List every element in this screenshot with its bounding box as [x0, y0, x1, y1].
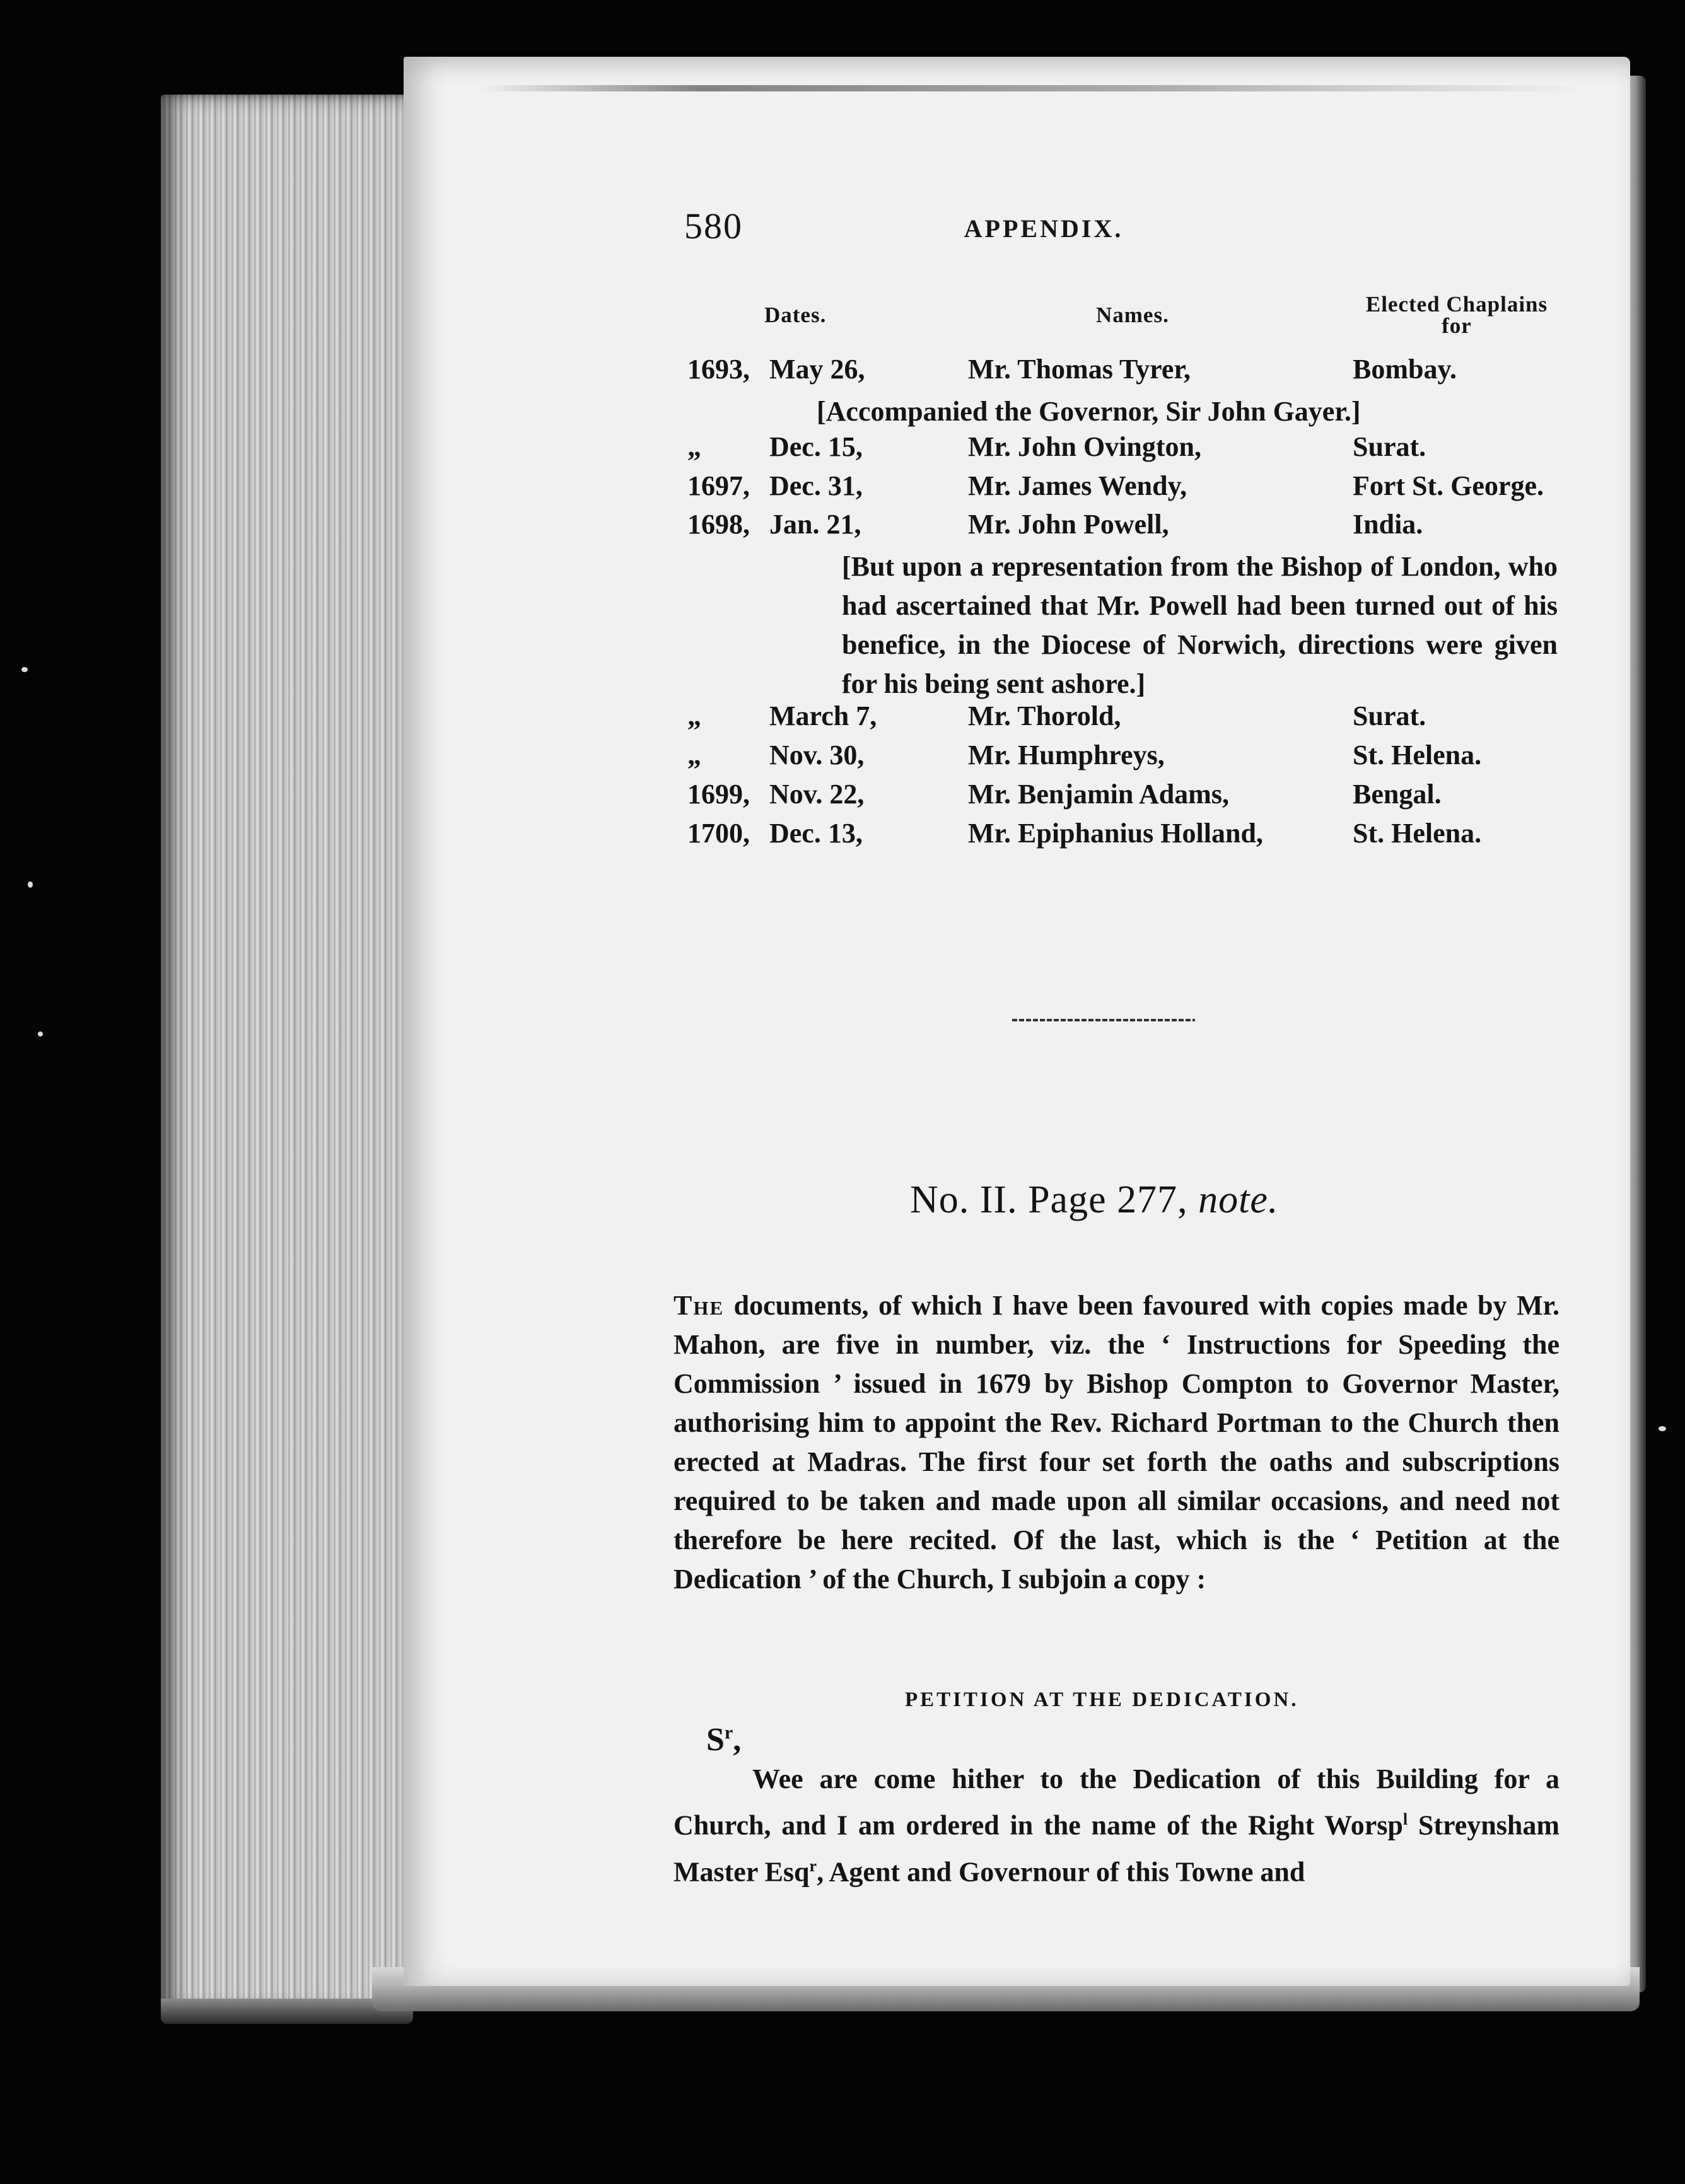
row-name: Mr. John Ovington,	[968, 431, 1202, 462]
row-year: 1698,	[687, 509, 750, 540]
row-place: India.	[1353, 509, 1423, 540]
note-gayer: [Accompanied the Governor, Sir John Gayer.]	[817, 396, 1361, 427]
section-heading	[910, 1178, 1414, 1223]
table-row	[678, 470, 1573, 508]
row-year: 1699,	[687, 779, 750, 810]
petition-text-1: Wee are come hither to the Dedication of this Building for a Church, and I am ordered in the name of the Right Worsp	[673, 1763, 1560, 1841]
page-number: 580	[684, 206, 743, 247]
section-heading-main: No. II. Page 277,	[910, 1178, 1199, 1221]
paragraph-lead-word: The	[673, 1290, 725, 1321]
row-place: Bengal.	[1353, 779, 1442, 810]
scan-speck	[21, 667, 28, 672]
petition-body	[673, 1759, 1560, 1892]
column-header-elected: Elected Chaplains for	[1365, 292, 1548, 338]
salutation-letter: S	[706, 1722, 725, 1758]
row-name: Mr. Humphreys,	[968, 740, 1165, 770]
row-year: „	[687, 431, 701, 462]
note-powell: [But upon a representation from the Bishop of London, who had ascertained that Mr. Powell had been turned out of his benefice, in the Diocese of Norwich, directions were given for his being sent ashore.]	[842, 551, 1558, 699]
row-date: Dec. 13,	[769, 818, 863, 849]
row-name: Mr. Benjamin Adams,	[968, 779, 1229, 810]
row-date: Nov. 22,	[769, 779, 865, 810]
body-paragraph	[673, 1286, 1560, 1599]
petition-text-3: , Agent and Governour of this Towne and	[817, 1856, 1305, 1888]
table-row	[678, 778, 1573, 816]
row-place: St. Helena.	[1353, 818, 1482, 849]
table-row	[678, 817, 1573, 855]
petition-superscript-1: l	[1402, 1810, 1408, 1828]
row-date: Dec. 31,	[769, 470, 863, 501]
salutation-superscript: r	[724, 1722, 733, 1743]
section-divider	[1012, 1019, 1195, 1021]
column-header-names: Names.	[1096, 303, 1169, 327]
row-name: Mr. James Wendy,	[968, 470, 1187, 501]
row-name: Mr. Epiphanius Holland,	[968, 818, 1263, 849]
row-name: Mr. Thorold,	[968, 700, 1121, 731]
running-title: APPENDIX.	[964, 214, 1124, 243]
scan-speck	[38, 1031, 43, 1037]
row-place: Surat.	[1353, 431, 1426, 462]
book-page-edges	[161, 95, 413, 2011]
row-date: May 26,	[769, 354, 865, 385]
row-year: 1693,	[687, 354, 750, 385]
row-place: St. Helena.	[1353, 740, 1482, 770]
row-year: „	[687, 740, 701, 770]
row-year: „	[687, 700, 701, 731]
table-row	[678, 739, 1573, 777]
petition-heading: PETITION AT THE DEDICATION.	[905, 1688, 1299, 1711]
table-row	[678, 431, 1573, 468]
page-top-smudge	[479, 85, 1583, 91]
petition-salutation	[706, 1721, 741, 1758]
section-heading-note: note.	[1198, 1178, 1279, 1221]
row-place: Surat.	[1353, 700, 1426, 731]
row-place: Bombay.	[1353, 354, 1457, 385]
row-date: Nov. 30,	[769, 740, 865, 770]
petition-superscript-2: r	[809, 1856, 817, 1875]
column-header-dates: Dates.	[764, 303, 827, 327]
row-year: 1697,	[687, 470, 750, 501]
row-name: Mr. Thomas Tyrer,	[968, 354, 1191, 385]
row-year: 1700,	[687, 818, 750, 849]
running-head	[684, 205, 1353, 249]
table-row	[678, 508, 1573, 546]
table-row	[678, 700, 1573, 738]
petition-text-2: Streynsham Master Esq	[673, 1809, 1560, 1888]
row-date: March 7,	[769, 700, 877, 731]
salutation-comma: ,	[733, 1722, 742, 1758]
row-name: Mr. John Powell,	[968, 509, 1169, 540]
table-row	[678, 353, 1573, 391]
paragraph-text: documents, of which I have been favoured with copies made by Mr. Mahon, are five in number, viz. the ‘ Instructions for Speeding the Commission ’ issued in 1679 by Bishop Compton to Governor Master, authorising him to appoint the Rev. Richard Portman to the Church then erected at Madras. The first four set forth the oaths and subscriptions required to be taken and made upon all similar occasions, and need not therefore be here recited. Of the last, which is the ‘ Petition at the Dedication ’ of the Church, I subjoin a copy :	[673, 1290, 1560, 1594]
row-date: Jan. 21,	[769, 509, 861, 540]
row-date: Dec. 15,	[769, 431, 863, 462]
row-place: Fort St. George.	[1353, 470, 1544, 501]
scan-speck	[28, 881, 33, 888]
scan-speck	[1659, 1426, 1666, 1431]
